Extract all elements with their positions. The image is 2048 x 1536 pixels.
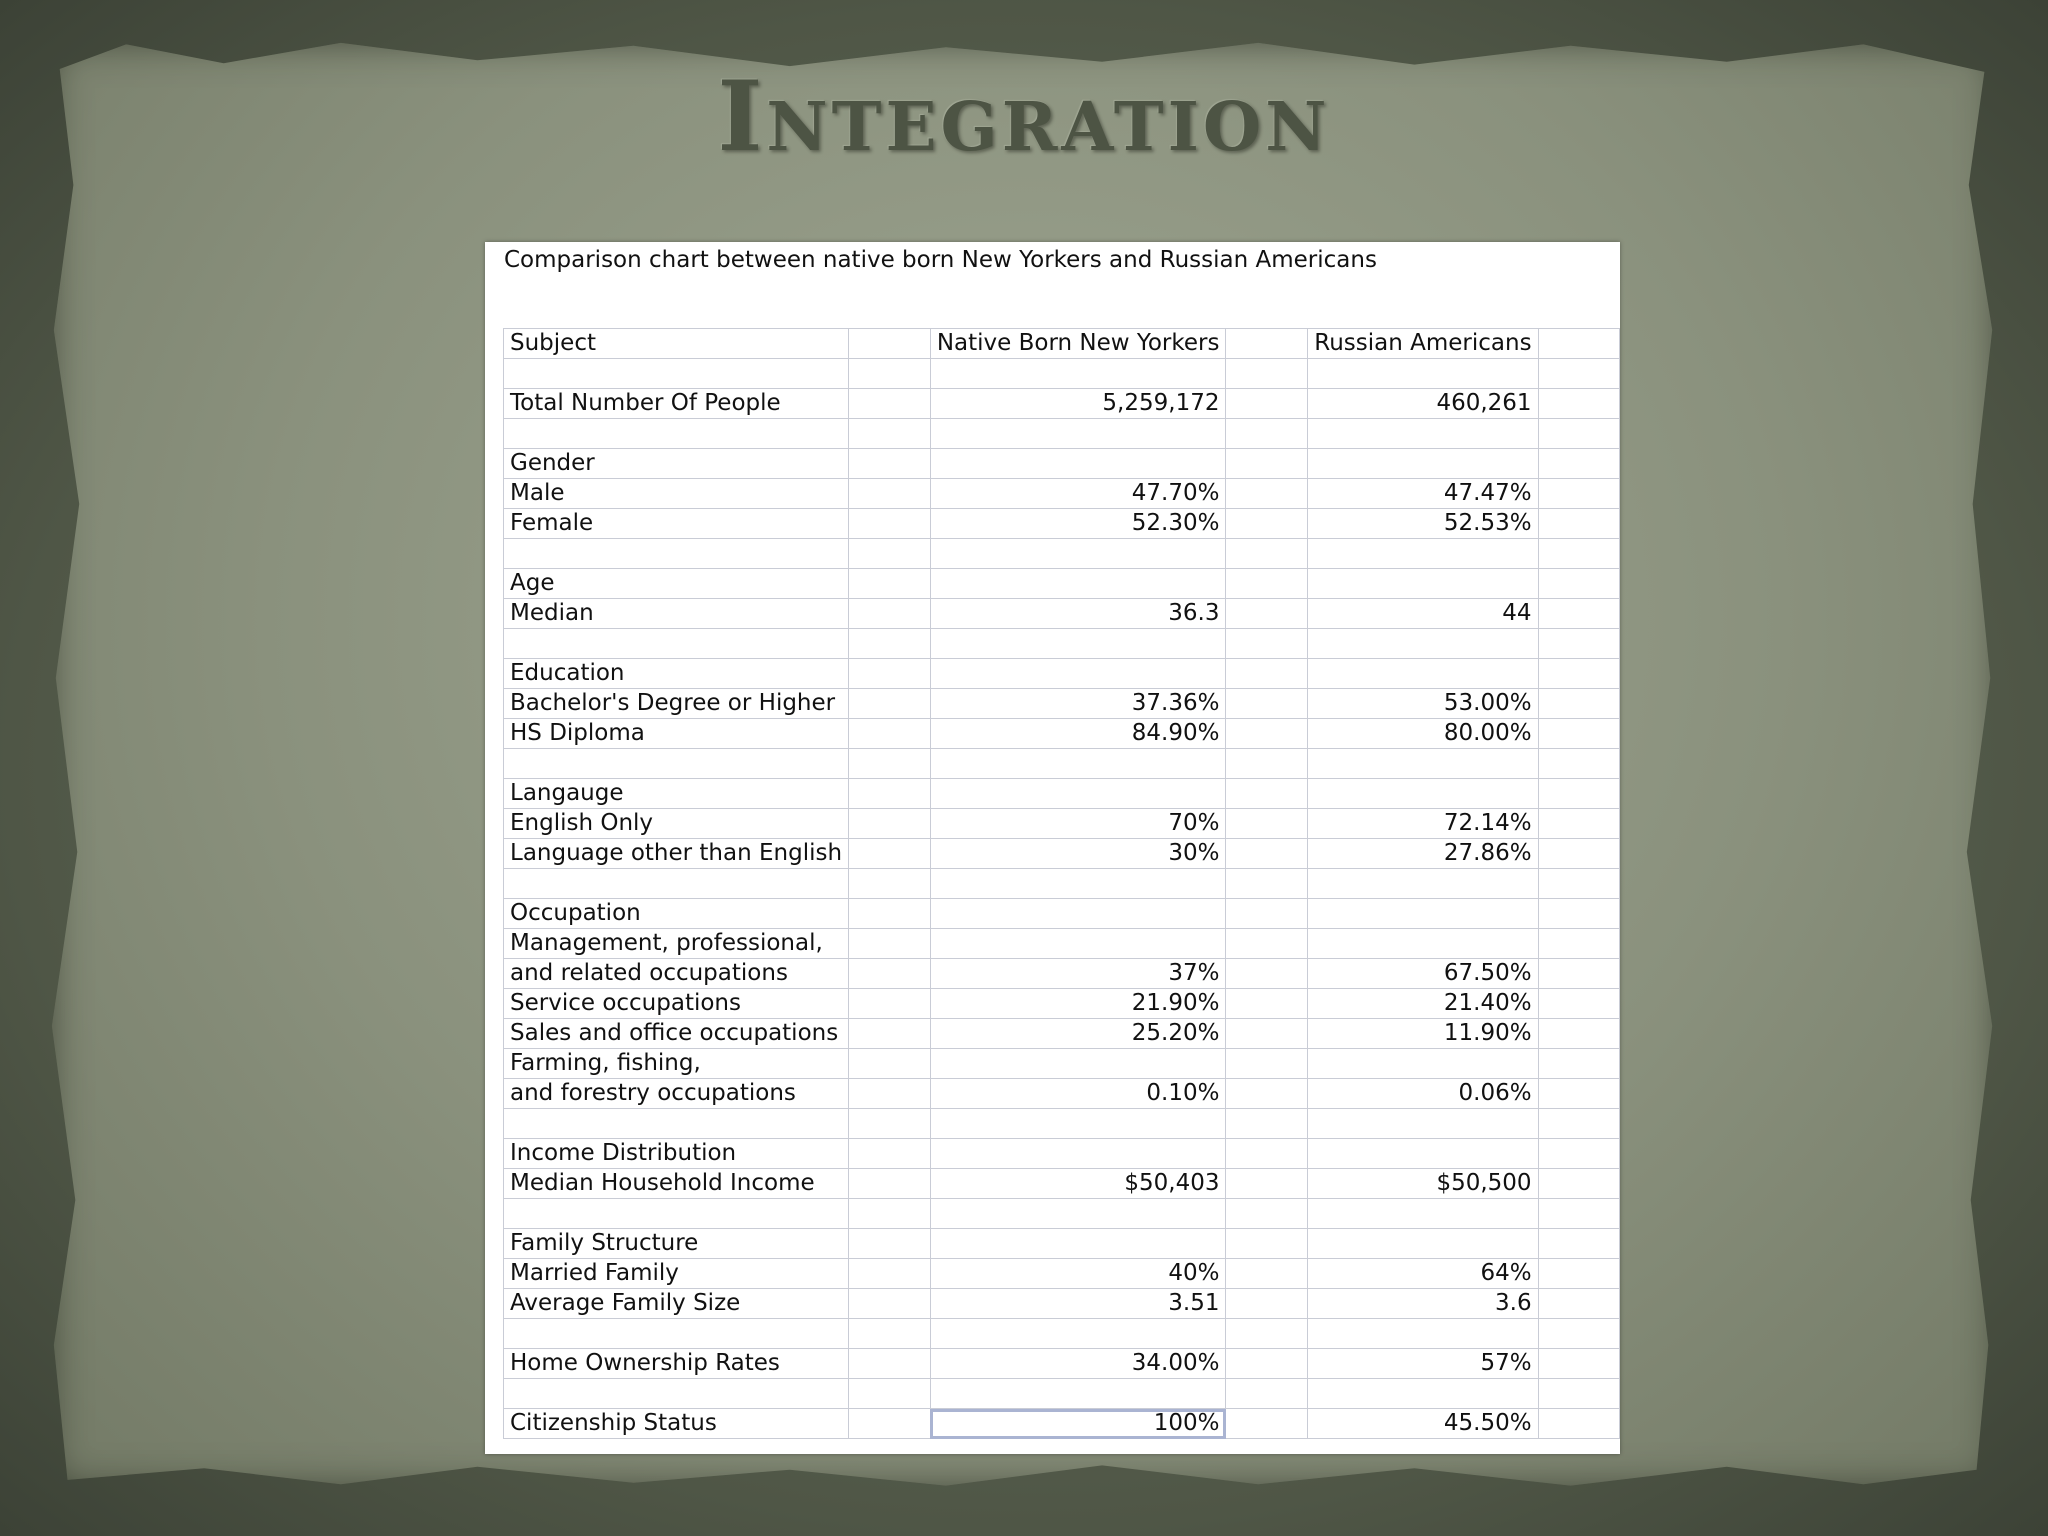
- table-row: [504, 749, 1620, 779]
- table-row: [504, 1049, 1620, 1079]
- table-body: [504, 329, 1620, 1439]
- empty-cell[interactable]: [849, 1109, 931, 1139]
- slide-title: Integration: [717, 60, 1331, 173]
- subject-cell[interactable]: Family Structure: [504, 1229, 849, 1259]
- native-value-cell[interactable]: [930, 869, 1226, 899]
- subject-cell[interactable]: Median: [504, 599, 849, 629]
- russian-value-cell[interactable]: 64%: [1308, 1259, 1538, 1289]
- empty-cell[interactable]: [849, 389, 931, 419]
- empty-cell[interactable]: [1538, 389, 1619, 419]
- empty-cell[interactable]: [1538, 839, 1619, 869]
- empty-cell[interactable]: [849, 839, 931, 869]
- table-row: [504, 479, 1620, 509]
- table-row: [504, 1019, 1620, 1049]
- empty-cell[interactable]: [1226, 1409, 1308, 1439]
- empty-cell[interactable]: [1538, 869, 1619, 899]
- russian-value-cell[interactable]: [1308, 629, 1538, 659]
- russian-value-cell[interactable]: $50,500: [1308, 1169, 1538, 1199]
- empty-cell[interactable]: [1538, 1289, 1619, 1319]
- subject-cell[interactable]: HS Diploma: [504, 719, 849, 749]
- empty-cell[interactable]: [1538, 479, 1619, 509]
- table-row: [504, 989, 1620, 1019]
- russian-value-cell[interactable]: [1308, 1319, 1538, 1349]
- russian-value-cell[interactable]: 80.00%: [1308, 719, 1538, 749]
- empty-cell[interactable]: [1538, 1409, 1619, 1439]
- russian-value-cell[interactable]: [1308, 1199, 1538, 1229]
- subject-cell[interactable]: Income Distribution: [504, 1139, 849, 1169]
- table-row: [504, 569, 1620, 599]
- native-value-cell[interactable]: [930, 779, 1226, 809]
- table-row: [504, 1139, 1620, 1169]
- subject-cell[interactable]: English Only: [504, 809, 849, 839]
- empty-cell[interactable]: [1538, 1109, 1619, 1139]
- native-value-cell[interactable]: 5,259,172: [930, 389, 1226, 419]
- russian-value-cell[interactable]: [1308, 1109, 1538, 1139]
- empty-cell[interactable]: [849, 569, 931, 599]
- russian-value-cell[interactable]: [1308, 779, 1538, 809]
- subject-cell[interactable]: [504, 1199, 849, 1229]
- empty-cell[interactable]: [1226, 689, 1308, 719]
- russian-value-cell[interactable]: 47.47%: [1308, 479, 1538, 509]
- native-value-cell[interactable]: 3.51: [930, 1289, 1226, 1319]
- subject-cell[interactable]: Occupation: [504, 899, 849, 929]
- subject-cell[interactable]: Home Ownership Rates: [504, 1349, 849, 1379]
- empty-cell[interactable]: [1538, 449, 1619, 479]
- empty-cell[interactable]: [1538, 809, 1619, 839]
- table-row: [504, 509, 1620, 539]
- russian-value-cell[interactable]: 21.40%: [1308, 989, 1538, 1019]
- comparison-table: [503, 328, 1620, 1439]
- native-value-cell[interactable]: [930, 419, 1226, 449]
- empty-cell[interactable]: [1538, 1259, 1619, 1289]
- russian-value-cell[interactable]: 44: [1308, 599, 1538, 629]
- empty-cell[interactable]: [1538, 899, 1619, 929]
- empty-cell[interactable]: [1226, 569, 1308, 599]
- subject-cell[interactable]: Management, professional,: [504, 929, 849, 959]
- empty-cell[interactable]: [849, 659, 931, 689]
- native-value-cell[interactable]: [930, 1049, 1226, 1079]
- russian-value-cell[interactable]: 11.90%: [1308, 1019, 1538, 1049]
- empty-cell[interactable]: [1538, 989, 1619, 1019]
- empty-cell[interactable]: [1538, 749, 1619, 779]
- empty-cell[interactable]: [1538, 779, 1619, 809]
- table-row: [504, 1109, 1620, 1139]
- empty-cell[interactable]: [1226, 419, 1308, 449]
- table-row: [504, 599, 1620, 629]
- subject-cell[interactable]: Service occupations: [504, 989, 849, 1019]
- russian-value-cell[interactable]: 3.6: [1308, 1289, 1538, 1319]
- empty-cell[interactable]: [849, 1139, 931, 1169]
- native-value-cell[interactable]: 36.3: [930, 599, 1226, 629]
- empty-cell[interactable]: [1538, 1199, 1619, 1229]
- empty-cell[interactable]: [849, 809, 931, 839]
- subject-cell[interactable]: and related occupations: [504, 959, 849, 989]
- subject-cell[interactable]: Median Household Income: [504, 1169, 849, 1199]
- native-value-cell[interactable]: 37%: [930, 959, 1226, 989]
- native-value-cell[interactable]: 21.90%: [930, 989, 1226, 1019]
- empty-cell[interactable]: [849, 359, 931, 389]
- empty-cell[interactable]: [849, 779, 931, 809]
- russian-value-cell[interactable]: 45.50%: [1308, 1409, 1538, 1439]
- native-value-cell[interactable]: 25.20%: [930, 1019, 1226, 1049]
- table-row: [504, 419, 1620, 449]
- native-value-cell[interactable]: 47.70%: [930, 479, 1226, 509]
- table-row: [504, 1379, 1620, 1409]
- empty-cell[interactable]: [1226, 1349, 1308, 1379]
- empty-cell[interactable]: [1538, 1019, 1619, 1049]
- russian-value-cell[interactable]: [1308, 899, 1538, 929]
- table-row: [504, 1199, 1620, 1229]
- table-row: [504, 1319, 1620, 1349]
- subject-cell[interactable]: Citizenship Status: [504, 1409, 849, 1439]
- native-value-cell[interactable]: [930, 1379, 1226, 1409]
- subject-cell[interactable]: [504, 1109, 849, 1139]
- native-value-cell[interactable]: 84.90%: [930, 719, 1226, 749]
- subject-cell[interactable]: Sales and office occupations: [504, 1019, 849, 1049]
- empty-cell[interactable]: [849, 1289, 931, 1319]
- empty-cell[interactable]: [1538, 1049, 1619, 1079]
- russian-value-cell[interactable]: [1308, 659, 1538, 689]
- native-value-cell[interactable]: [930, 1139, 1226, 1169]
- native-value-cell[interactable]: 100%: [930, 1409, 1226, 1439]
- subject-cell[interactable]: Male: [504, 479, 849, 509]
- empty-cell[interactable]: [849, 689, 931, 719]
- table-row: [504, 959, 1620, 989]
- subject-cell[interactable]: [504, 539, 849, 569]
- empty-cell[interactable]: [1226, 389, 1308, 419]
- empty-cell[interactable]: [849, 929, 931, 959]
- russian-value-cell[interactable]: [1308, 569, 1538, 599]
- russian-value-cell[interactable]: 57%: [1308, 1349, 1538, 1379]
- native-value-cell[interactable]: [930, 929, 1226, 959]
- empty-cell[interactable]: [1226, 839, 1308, 869]
- table-row: [504, 1259, 1620, 1289]
- empty-cell[interactable]: [1226, 1049, 1308, 1079]
- subject-cell[interactable]: [504, 869, 849, 899]
- native-value-cell[interactable]: [930, 659, 1226, 689]
- table-row: [504, 389, 1620, 419]
- empty-cell[interactable]: [1226, 869, 1308, 899]
- table-row: [504, 1289, 1620, 1319]
- empty-cell[interactable]: [1226, 899, 1308, 929]
- empty-cell[interactable]: [1226, 539, 1308, 569]
- russian-value-cell[interactable]: [1308, 749, 1538, 779]
- native-value-cell[interactable]: 0.10%: [930, 1079, 1226, 1109]
- empty-cell[interactable]: [1226, 479, 1308, 509]
- empty-cell[interactable]: [849, 719, 931, 749]
- table-header-row: [504, 329, 1620, 359]
- table-row: [504, 1169, 1620, 1199]
- empty-cell[interactable]: [849, 329, 931, 359]
- empty-cell[interactable]: [849, 1229, 931, 1259]
- russian-value-cell[interactable]: 53.00%: [1308, 689, 1538, 719]
- native-value-cell[interactable]: [930, 569, 1226, 599]
- empty-cell[interactable]: [1538, 629, 1619, 659]
- empty-cell[interactable]: [1226, 659, 1308, 689]
- russian-value-cell[interactable]: [1308, 359, 1538, 389]
- native-value-cell[interactable]: 30%: [930, 839, 1226, 869]
- empty-cell[interactable]: [1538, 929, 1619, 959]
- empty-cell[interactable]: [1226, 1169, 1308, 1199]
- empty-cell[interactable]: [1226, 1139, 1308, 1169]
- table-row: [504, 809, 1620, 839]
- empty-cell[interactable]: [1226, 509, 1308, 539]
- spreadsheet-image: [485, 242, 1620, 1454]
- russian-value-cell[interactable]: 460,261: [1308, 389, 1538, 419]
- empty-cell[interactable]: [1226, 959, 1308, 989]
- empty-cell[interactable]: [1226, 1229, 1308, 1259]
- russian-value-cell[interactable]: [1308, 449, 1538, 479]
- table-row: [504, 1079, 1620, 1109]
- subject-cell[interactable]: Married Family: [504, 1259, 849, 1289]
- subject-cell[interactable]: Average Family Size: [504, 1289, 849, 1319]
- native-value-cell[interactable]: Native Born New Yorkers: [930, 329, 1226, 359]
- russian-value-cell[interactable]: [1308, 539, 1538, 569]
- native-value-cell[interactable]: [930, 539, 1226, 569]
- empty-cell[interactable]: [849, 869, 931, 899]
- russian-value-cell[interactable]: [1308, 419, 1538, 449]
- empty-cell[interactable]: [1226, 1109, 1308, 1139]
- empty-cell[interactable]: [1538, 539, 1619, 569]
- native-value-cell[interactable]: 34.00%: [930, 1349, 1226, 1379]
- subject-cell[interactable]: Subject: [504, 329, 849, 359]
- table-row: [504, 629, 1620, 659]
- empty-cell[interactable]: [1226, 329, 1308, 359]
- russian-value-cell[interactable]: 67.50%: [1308, 959, 1538, 989]
- native-value-cell[interactable]: 37.36%: [930, 689, 1226, 719]
- empty-cell[interactable]: [849, 959, 931, 989]
- empty-cell[interactable]: [1226, 1199, 1308, 1229]
- empty-cell[interactable]: [1538, 329, 1619, 359]
- empty-cell[interactable]: [849, 899, 931, 929]
- empty-cell[interactable]: [1538, 1379, 1619, 1409]
- table-row: [504, 1349, 1620, 1379]
- native-value-cell[interactable]: [930, 1319, 1226, 1349]
- table-row: [504, 449, 1620, 479]
- empty-cell[interactable]: [1226, 1379, 1308, 1409]
- subject-cell[interactable]: Language other than English: [504, 839, 849, 869]
- subject-cell[interactable]: [504, 419, 849, 449]
- empty-cell[interactable]: [1226, 599, 1308, 629]
- empty-cell[interactable]: [849, 599, 931, 629]
- native-value-cell[interactable]: 52.30%: [930, 509, 1226, 539]
- empty-cell[interactable]: [849, 1079, 931, 1109]
- empty-cell[interactable]: [849, 509, 931, 539]
- table-row: [504, 929, 1620, 959]
- empty-cell[interactable]: [1226, 929, 1308, 959]
- table-row: [504, 539, 1620, 569]
- empty-cell[interactable]: [1226, 719, 1308, 749]
- empty-cell[interactable]: [1538, 1229, 1619, 1259]
- russian-value-cell[interactable]: Russian Americans: [1308, 329, 1538, 359]
- empty-cell[interactable]: [849, 629, 931, 659]
- table-row: [504, 1409, 1620, 1439]
- subject-cell[interactable]: Bachelor's Degree or Higher: [504, 689, 849, 719]
- table-row: [504, 899, 1620, 929]
- empty-cell[interactable]: [849, 749, 931, 779]
- native-value-cell[interactable]: [930, 749, 1226, 779]
- subject-cell[interactable]: [504, 1319, 849, 1349]
- native-value-cell[interactable]: [930, 899, 1226, 929]
- empty-cell[interactable]: [1226, 989, 1308, 1019]
- empty-cell[interactable]: [1226, 749, 1308, 779]
- empty-cell[interactable]: [1538, 419, 1619, 449]
- table-row: [504, 839, 1620, 869]
- table-row: [504, 719, 1620, 749]
- russian-value-cell[interactable]: [1308, 1049, 1538, 1079]
- empty-cell[interactable]: [849, 1169, 931, 1199]
- russian-value-cell[interactable]: 27.86%: [1308, 839, 1538, 869]
- russian-value-cell[interactable]: 52.53%: [1308, 509, 1538, 539]
- empty-cell[interactable]: [1226, 1259, 1308, 1289]
- empty-cell[interactable]: [849, 1259, 931, 1289]
- russian-value-cell[interactable]: 72.14%: [1308, 809, 1538, 839]
- subject-cell[interactable]: Age: [504, 569, 849, 599]
- russian-value-cell[interactable]: [1308, 929, 1538, 959]
- empty-cell[interactable]: [1226, 1079, 1308, 1109]
- native-value-cell[interactable]: [930, 449, 1226, 479]
- empty-cell[interactable]: [1538, 1139, 1619, 1169]
- empty-cell[interactable]: [1538, 959, 1619, 989]
- empty-cell[interactable]: [849, 1319, 931, 1349]
- russian-value-cell[interactable]: [1308, 1229, 1538, 1259]
- subject-cell[interactable]: Education: [504, 659, 849, 689]
- subject-cell[interactable]: Gender: [504, 449, 849, 479]
- native-value-cell[interactable]: [930, 1229, 1226, 1259]
- empty-cell[interactable]: [849, 449, 931, 479]
- native-value-cell[interactable]: [930, 1109, 1226, 1139]
- subject-cell[interactable]: Female: [504, 509, 849, 539]
- empty-cell[interactable]: [1538, 689, 1619, 719]
- empty-cell[interactable]: [849, 419, 931, 449]
- native-value-cell[interactable]: $50,403: [930, 1169, 1226, 1199]
- empty-cell[interactable]: [1538, 569, 1619, 599]
- table-caption: Comparison chart between native born New Yorkers and Russian Americans: [504, 247, 1377, 273]
- subject-cell[interactable]: Total Number Of People: [504, 389, 849, 419]
- empty-cell[interactable]: [1538, 509, 1619, 539]
- table-row: [504, 359, 1620, 389]
- empty-cell[interactable]: [849, 1349, 931, 1379]
- russian-value-cell[interactable]: [1308, 869, 1538, 899]
- subject-cell[interactable]: Langauge: [504, 779, 849, 809]
- russian-value-cell[interactable]: [1308, 1139, 1538, 1169]
- empty-cell[interactable]: [1538, 1079, 1619, 1109]
- table-row: [504, 779, 1620, 809]
- native-value-cell[interactable]: [930, 629, 1226, 659]
- empty-cell[interactable]: [849, 1409, 931, 1439]
- empty-cell[interactable]: [849, 479, 931, 509]
- empty-cell[interactable]: [1226, 809, 1308, 839]
- empty-cell[interactable]: [1538, 1169, 1619, 1199]
- table-row: [504, 869, 1620, 899]
- subject-cell[interactable]: [504, 629, 849, 659]
- native-value-cell[interactable]: [930, 359, 1226, 389]
- subject-cell[interactable]: and forestry occupations: [504, 1079, 849, 1109]
- subject-cell[interactable]: [504, 749, 849, 779]
- empty-cell[interactable]: [1538, 719, 1619, 749]
- empty-cell[interactable]: [1226, 1289, 1308, 1319]
- empty-cell[interactable]: [1538, 359, 1619, 389]
- empty-cell[interactable]: [1226, 779, 1308, 809]
- empty-cell[interactable]: [1538, 599, 1619, 629]
- russian-value-cell[interactable]: [1308, 1379, 1538, 1409]
- subject-cell[interactable]: [504, 359, 849, 389]
- empty-cell[interactable]: [1538, 1319, 1619, 1349]
- table-row: [504, 659, 1620, 689]
- empty-cell[interactable]: [849, 539, 931, 569]
- native-value-cell[interactable]: 70%: [930, 809, 1226, 839]
- empty-cell[interactable]: [849, 1379, 931, 1409]
- subject-cell[interactable]: [504, 1379, 849, 1409]
- empty-cell[interactable]: [849, 1199, 931, 1229]
- empty-cell[interactable]: [849, 1049, 931, 1079]
- empty-cell[interactable]: [1226, 359, 1308, 389]
- empty-cell[interactable]: [1538, 1349, 1619, 1379]
- empty-cell[interactable]: [1226, 449, 1308, 479]
- native-value-cell[interactable]: [930, 1199, 1226, 1229]
- empty-cell[interactable]: [849, 1019, 931, 1049]
- russian-value-cell[interactable]: 0.06%: [1308, 1079, 1538, 1109]
- subject-cell[interactable]: Farming, fishing,: [504, 1049, 849, 1079]
- table-row: [504, 1229, 1620, 1259]
- table-row: [504, 689, 1620, 719]
- empty-cell[interactable]: [1226, 629, 1308, 659]
- empty-cell[interactable]: [1226, 1019, 1308, 1049]
- empty-cell[interactable]: [849, 989, 931, 1019]
- native-value-cell[interactable]: 40%: [930, 1259, 1226, 1289]
- empty-cell[interactable]: [1538, 659, 1619, 689]
- empty-cell[interactable]: [1226, 1319, 1308, 1349]
